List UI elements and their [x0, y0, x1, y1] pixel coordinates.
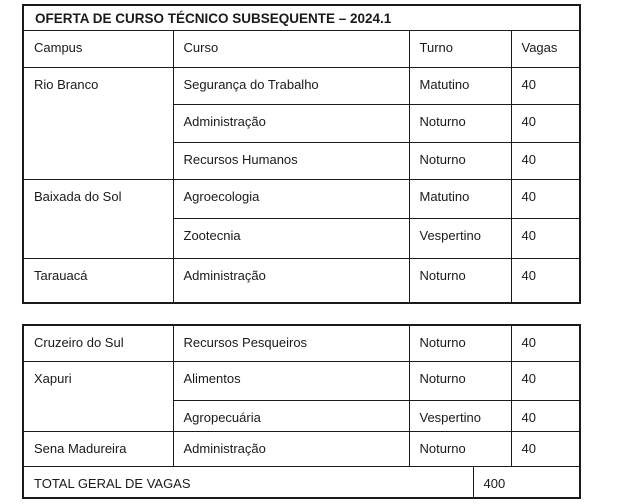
- table-row: [23, 431, 580, 466]
- turno-cell: Noturno: [409, 325, 511, 361]
- campus-cell: Sena Madureira: [23, 431, 173, 466]
- header-turno: Turno: [409, 30, 511, 67]
- campus-cell: Rio Branco: [23, 67, 173, 179]
- vagas-cell: 40: [511, 104, 580, 142]
- header-vagas: Vagas: [511, 30, 580, 67]
- table-title-row: [23, 5, 580, 30]
- table-row: [23, 325, 580, 361]
- total-value-cell: 400: [473, 466, 580, 498]
- total-label-cell: TOTAL GERAL DE VAGAS: [23, 466, 473, 498]
- header-curso: Curso: [173, 30, 409, 67]
- curso-cell: Agropecuária: [173, 400, 409, 431]
- vagas-cell: 40: [511, 258, 580, 303]
- turno-cell: Vespertino: [409, 400, 511, 431]
- vagas-cell: 40: [511, 179, 580, 218]
- curso-cell: Recursos Pesqueiros: [173, 325, 409, 361]
- table-row: [23, 361, 580, 400]
- vagas-cell: 40: [511, 325, 580, 361]
- vagas-cell: 40: [511, 400, 580, 431]
- campus-cell: Xapuri: [23, 361, 173, 431]
- table-row: [23, 67, 580, 104]
- curso-cell: Segurança do Trabalho: [173, 67, 409, 104]
- table-title: OFERTA DE CURSO TÉCNICO SUBSEQUENTE – 2024.1: [23, 5, 580, 30]
- vagas-cell: 40: [511, 67, 580, 104]
- vagas-cell: 40: [511, 142, 580, 179]
- turno-cell: Noturno: [409, 361, 511, 400]
- turno-cell: Noturno: [409, 258, 511, 303]
- table-row: [23, 179, 580, 218]
- vagas-cell: 40: [511, 361, 580, 400]
- turno-cell: Matutino: [409, 67, 511, 104]
- curso-cell: Alimentos: [173, 361, 409, 400]
- header-campus: Campus: [23, 30, 173, 67]
- curso-cell: Administração: [173, 104, 409, 142]
- turno-cell: Noturno: [409, 104, 511, 142]
- curso-cell: Administração: [173, 431, 409, 466]
- curso-cell: Recursos Humanos: [173, 142, 409, 179]
- vagas-cell: 40: [511, 431, 580, 466]
- document-content: [22, 4, 581, 499]
- curso-cell: Zootecnia: [173, 218, 409, 258]
- vagas-cell: 40: [511, 218, 580, 258]
- curso-cell: Agroecologia: [173, 179, 409, 218]
- turno-cell: Noturno: [409, 431, 511, 466]
- table-row: [23, 258, 580, 303]
- campus-cell: Cruzeiro do Sul: [23, 325, 173, 361]
- course-offer-table-1: [22, 4, 581, 304]
- curso-cell: Administração: [173, 258, 409, 303]
- campus-cell: Tarauacá: [23, 258, 173, 303]
- campus-cell: Baixada do Sol: [23, 179, 173, 258]
- turno-cell: Noturno: [409, 142, 511, 179]
- turno-cell: Matutino: [409, 179, 511, 218]
- turno-cell: Vespertino: [409, 218, 511, 258]
- table-header-row: [23, 30, 580, 67]
- total-row: [23, 466, 580, 498]
- course-offer-table-2: [22, 324, 581, 499]
